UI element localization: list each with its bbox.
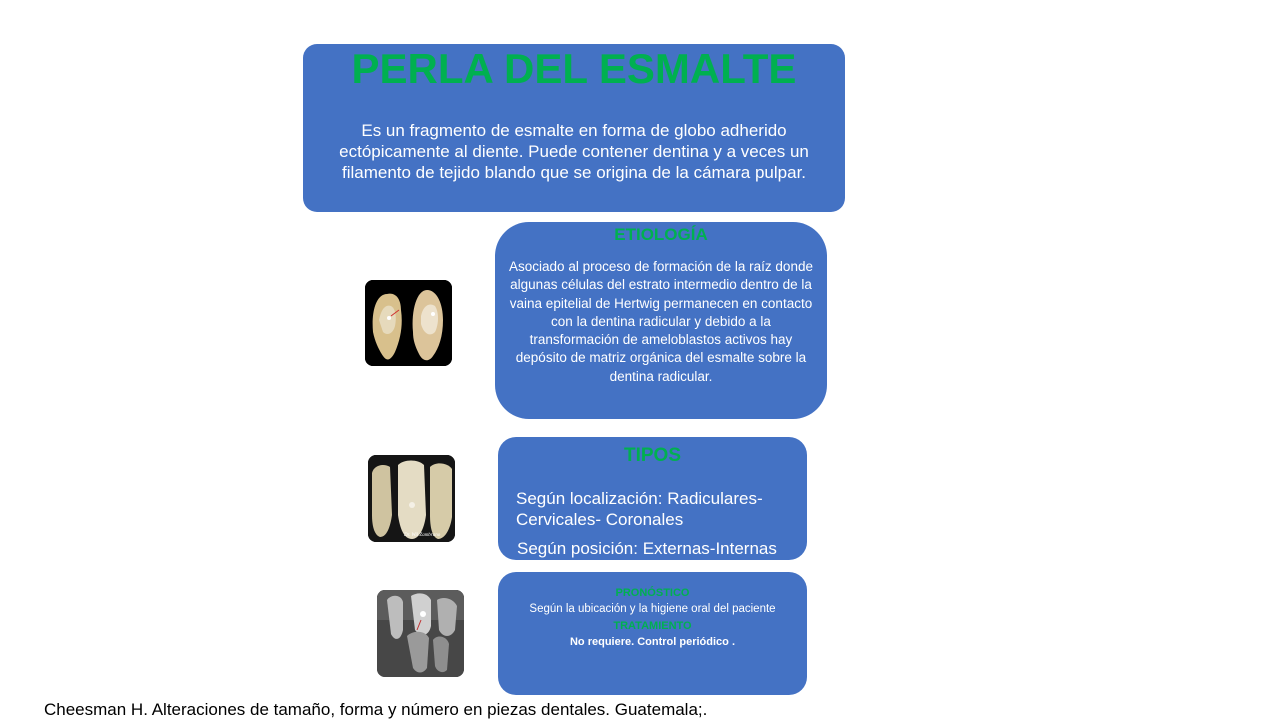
extracted-teeth-photo-icon	[368, 455, 455, 542]
photo-credit: Dr. Wil Zambrano	[404, 533, 441, 538]
prognosis-box	[498, 572, 807, 695]
types-box	[498, 437, 807, 560]
etiology-box	[495, 222, 827, 419]
treatment-heading: TRATAMIENTO	[613, 620, 692, 632]
types-heading: TIPOS	[623, 445, 681, 466]
prognosis-text: Según la ubicación y la higiene oral del paciente	[529, 603, 776, 615]
tooth-photo-icon	[365, 280, 452, 366]
etiology-heading: ETIOLOGÍA	[614, 225, 708, 244]
dental-xray-icon	[377, 590, 464, 677]
etiology-text: Asociado al proceso de formación de la raíz donde algunas células del estrato intermedio dentro de la vaina epitelial de Hertwig permanecen en contacto con la dentina radicular y debido a la transformación de ameloblastos activos hay depósito de matriz orgánica del esmalte sobre la dentina radicular.	[509, 259, 813, 384]
treatment-text: No requiere. Control periódico .	[569, 636, 736, 648]
page-title: PERLA DEL ESMALTE	[351, 45, 797, 92]
definition-text: Es un fragmento de esmalte en forma de globo adherido ectópicamente al diente. Puede contener dentina y a veces un filamento de tejido blando que se origina de la cámara pulpar.	[339, 121, 809, 182]
types-position-text: Según posición: Externas-Internas	[517, 539, 777, 558]
title-box	[303, 44, 845, 212]
citation: Cheesman H. Alteraciones de tamaño, forma y número en piezas dentales. Guatemala;.	[44, 700, 708, 719]
prognosis-heading: PRONÓSTICO	[615, 587, 690, 599]
types-location-text: Según localización: Radiculares-Cervicales- Coronales	[516, 489, 763, 529]
